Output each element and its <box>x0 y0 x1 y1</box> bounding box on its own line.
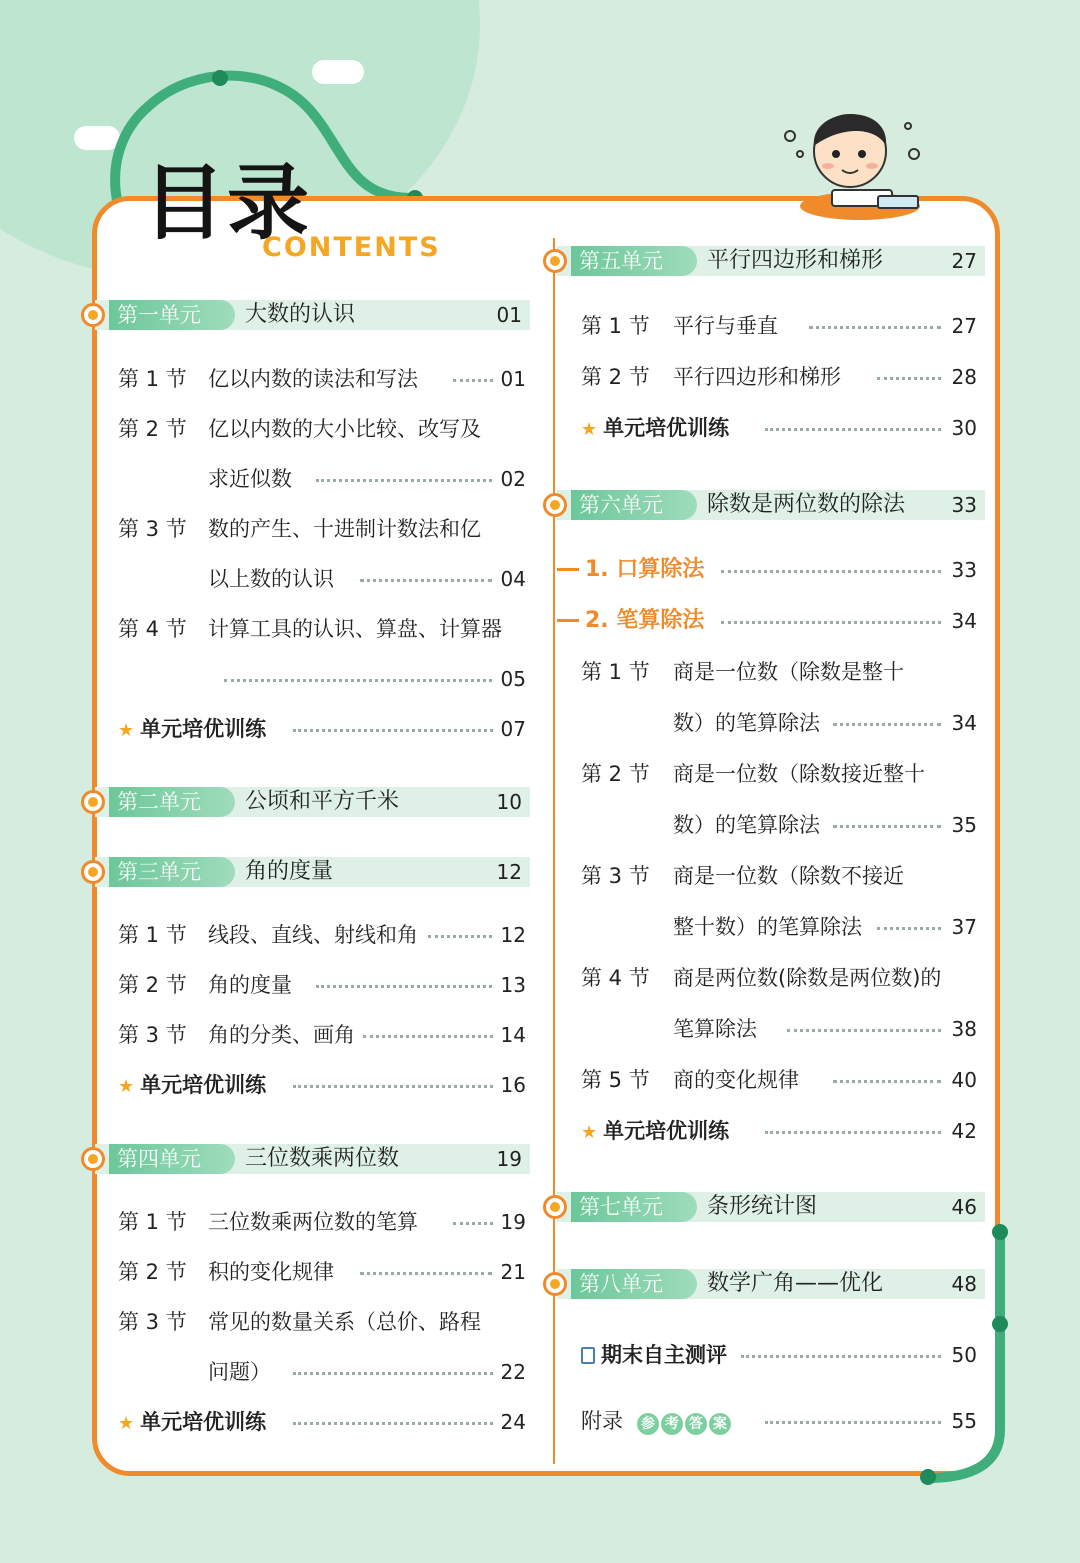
unit-header[interactable] <box>557 1269 985 1299</box>
toc-entry[interactable] <box>118 1070 526 1100</box>
unit-page: 46 <box>951 1195 977 1219</box>
unit-label: 第三单元 <box>109 857 235 887</box>
answer-char-badge: 考 <box>661 1413 683 1435</box>
page-title: 目录 <box>143 156 312 251</box>
leader-dots <box>316 985 492 988</box>
leader-dots <box>765 1421 941 1424</box>
bullet-icon <box>81 790 105 814</box>
unit-label: 第二单元 <box>109 787 235 817</box>
toc-entry[interactable] <box>581 861 977 891</box>
section-title: 角的分类、画角 <box>208 1023 355 1047</box>
section-number: 第 5 节 <box>581 1068 650 1092</box>
leader-dots <box>833 723 941 726</box>
answer-char-badge: 案 <box>709 1413 731 1435</box>
bullet-icon <box>543 249 567 273</box>
unit-title: 除数是两位数的除法 <box>707 492 906 517</box>
bullet-line-icon <box>557 619 579 622</box>
toc-entry[interactable] <box>581 606 977 636</box>
section-title: 数）的笔算除法 <box>673 813 820 837</box>
star-icon: ★ <box>581 419 598 440</box>
leader-dots <box>765 1131 941 1134</box>
section-number: 第 1 节 <box>581 660 650 684</box>
section-title: 商是一位数（除数不接近 <box>673 864 904 888</box>
unit-page: 48 <box>951 1272 977 1296</box>
unit-page: 27 <box>951 249 977 273</box>
toc-entry[interactable] <box>581 912 977 942</box>
answer-char-badge: 参 <box>637 1413 659 1435</box>
section-title: 商是一位数（除数是整十 <box>673 660 904 684</box>
unit-label: 第五单元 <box>571 246 697 276</box>
unit-header[interactable] <box>95 1144 530 1174</box>
unit-label: 第四单元 <box>109 1144 235 1174</box>
page-number: 38 <box>951 1017 977 1041</box>
leader-dots <box>809 326 941 329</box>
page-number: 42 <box>951 1119 977 1143</box>
toc-entry[interactable] <box>118 714 526 744</box>
section-title: 数）的笔算除法 <box>673 711 820 735</box>
section-title: 商的变化规律 <box>673 1068 799 1092</box>
section-number: 第 3 节 <box>118 1310 187 1334</box>
unit-title: 角的度量 <box>245 859 334 884</box>
section-title: 期末自主测评 <box>581 1340 727 1370</box>
page-number: 28 <box>951 365 977 389</box>
section-number: 第 2 节 <box>118 973 187 997</box>
page-number: 04 <box>500 567 526 591</box>
bullet-icon <box>543 1272 567 1296</box>
page-number: 16 <box>500 1073 526 1097</box>
page-number: 40 <box>951 1068 977 1092</box>
leader-dots <box>833 825 941 828</box>
toc-entry[interactable] <box>118 970 526 1000</box>
unit-title: 三位数乘两位数 <box>245 1146 400 1171</box>
section-title: 平行四边形和梯形 <box>673 365 841 389</box>
page-number: 01 <box>500 367 526 391</box>
page-number: 34 <box>951 609 977 633</box>
leader-dots <box>363 1035 493 1038</box>
page-number: 05 <box>500 667 526 691</box>
leader-dots <box>721 570 941 573</box>
leader-dots <box>428 935 492 938</box>
leader-dots <box>453 379 493 382</box>
leader-dots <box>765 428 941 431</box>
unit-title: 大数的认识 <box>245 302 356 327</box>
section-number: 第 4 节 <box>581 966 650 990</box>
section-number: 第 3 节 <box>118 517 187 541</box>
unit-page: 10 <box>496 790 522 814</box>
section-number: 第 1 节 <box>118 1210 187 1234</box>
section-title: ★ 单元培优训练 <box>118 1410 267 1434</box>
unit-label: 第六单元 <box>571 490 697 520</box>
leader-dots <box>293 729 493 732</box>
bullet-icon <box>543 493 567 517</box>
section-title: ★ 单元培优训练 <box>118 717 267 741</box>
unit-label: 第一单元 <box>109 300 235 330</box>
section-title: ★ 单元培优训练 <box>581 416 730 440</box>
section-title: 线段、直线、射线和角 <box>208 923 418 947</box>
leader-dots <box>741 1355 941 1358</box>
toc-entry[interactable] <box>581 759 977 789</box>
page-number: 02 <box>500 467 526 491</box>
toc-entry[interactable] <box>118 1207 526 1237</box>
toc-entry[interactable] <box>581 362 977 392</box>
section-title: 亿以内数的读法和写法 <box>208 367 418 391</box>
unit-label: 第七单元 <box>571 1192 697 1222</box>
section-number: 第 3 节 <box>581 864 650 888</box>
unit-title: 数学广角——优化 <box>707 1271 884 1296</box>
toc-entry[interactable] <box>118 664 526 694</box>
leader-dots <box>360 1272 492 1275</box>
bullet-icon <box>81 1147 105 1171</box>
boy-reading-icon <box>780 96 940 226</box>
page-number: 55 <box>951 1409 977 1433</box>
bullet-icon <box>81 860 105 884</box>
leader-dots <box>293 1372 493 1375</box>
page-number: 34 <box>951 711 977 735</box>
toc-entry[interactable] <box>118 414 526 444</box>
section-title: 积的变化规律 <box>208 1260 334 1284</box>
section-title: 求近似数 <box>208 467 292 491</box>
toc-entry[interactable] <box>581 708 977 738</box>
answer-badges <box>637 1409 733 1433</box>
section-title: 1. 口算除法 <box>585 557 705 582</box>
toc-entry[interactable] <box>118 920 526 950</box>
section-number: 第 3 节 <box>118 1023 187 1047</box>
leader-dots <box>293 1085 493 1088</box>
toc-entry[interactable] <box>581 1340 977 1370</box>
section-title: 问题） <box>208 1360 271 1384</box>
toc-entry[interactable] <box>581 1065 977 1095</box>
section-title: 商是两位数(除数是两位数)的 <box>673 966 942 990</box>
unit-label: 第八单元 <box>571 1269 697 1299</box>
unit-page: 19 <box>496 1147 522 1171</box>
toc-entry[interactable] <box>581 555 977 585</box>
toc-entry[interactable] <box>118 1357 526 1387</box>
toc-entry[interactable] <box>581 413 977 443</box>
page-number: 24 <box>500 1410 526 1434</box>
section-title: 数的产生、十进制计数法和亿 <box>208 517 481 541</box>
unit-title: 条形统计图 <box>707 1194 818 1219</box>
unit-page: 12 <box>496 860 522 884</box>
section-title: 亿以内数的大小比较、改写及 <box>208 417 481 441</box>
bullet-icon <box>81 303 105 327</box>
leader-dots <box>721 621 941 624</box>
leader-dots <box>877 927 941 930</box>
leader-dots <box>877 377 941 380</box>
leader-dots <box>316 479 492 482</box>
section-number: 附录 <box>581 1409 623 1433</box>
toc-entry[interactable] <box>118 464 526 494</box>
section-title: 以上数的认识 <box>208 567 334 591</box>
unit-header[interactable] <box>95 857 530 887</box>
toc-entry[interactable] <box>581 1406 977 1436</box>
section-title: 角的度量 <box>208 973 292 997</box>
section-title: 2. 笔算除法 <box>585 608 705 633</box>
answer-char-badge: 答 <box>685 1413 707 1435</box>
page-number: 22 <box>500 1360 526 1384</box>
unit-header[interactable] <box>557 246 985 276</box>
unit-page: 33 <box>951 493 977 517</box>
section-title: 平行与垂直 <box>673 314 778 338</box>
page-number: 37 <box>951 915 977 939</box>
toc-entry[interactable] <box>581 810 977 840</box>
star-icon: ★ <box>118 720 135 741</box>
toc-entry[interactable] <box>118 564 526 594</box>
page-number: 35 <box>951 813 977 837</box>
leader-dots <box>833 1080 941 1083</box>
page-subtitle: CONTENTS <box>262 232 441 263</box>
toc-entry[interactable] <box>118 364 526 394</box>
section-title: 笔算除法 <box>673 1017 757 1041</box>
section-number: 第 1 节 <box>118 367 187 391</box>
page-number: 19 <box>500 1210 526 1234</box>
unit-header[interactable] <box>557 490 985 520</box>
toc-entry[interactable] <box>118 1307 526 1337</box>
section-number: 第 1 节 <box>118 923 187 947</box>
bullet-line-icon <box>557 568 579 571</box>
unit-header[interactable] <box>95 787 530 817</box>
leader-dots <box>293 1422 493 1425</box>
section-title: 常见的数量关系（总价、路程 <box>208 1310 481 1334</box>
test-paper-icon <box>581 1347 595 1364</box>
unit-page: 01 <box>496 303 522 327</box>
page-number: 07 <box>500 717 526 741</box>
toc-entry[interactable] <box>118 514 526 544</box>
leader-dots <box>787 1029 941 1032</box>
leader-dots <box>224 679 492 682</box>
star-icon: ★ <box>581 1122 598 1143</box>
page-number: 14 <box>500 1023 526 1047</box>
section-number: 第 2 节 <box>118 1260 187 1284</box>
page-number: 21 <box>500 1260 526 1284</box>
section-title: ★ 单元培优训练 <box>581 1119 730 1143</box>
section-number: 第 1 节 <box>581 314 650 338</box>
toc-entry[interactable] <box>118 614 526 644</box>
section-title: 商是一位数（除数接近整十 <box>673 762 925 786</box>
section-number: 第 4 节 <box>118 617 187 641</box>
page-number: 13 <box>500 973 526 997</box>
unit-title: 公顷和平方千米 <box>245 789 400 814</box>
star-icon: ★ <box>118 1076 135 1097</box>
section-number: 第 2 节 <box>118 417 187 441</box>
toc-entry[interactable] <box>581 657 977 687</box>
page-number: 30 <box>951 416 977 440</box>
section-number: 第 2 节 <box>581 365 650 389</box>
page-number: 12 <box>500 923 526 947</box>
section-number: 第 2 节 <box>581 762 650 786</box>
page-number: 27 <box>951 314 977 338</box>
toc-entry[interactable] <box>581 1014 977 1044</box>
page-number: 33 <box>951 558 977 582</box>
toc-entry[interactable] <box>118 1407 526 1437</box>
unit-title: 平行四边形和梯形 <box>707 248 884 273</box>
unit-header[interactable] <box>95 300 530 330</box>
section-title: 三位数乘两位数的笔算 <box>208 1210 418 1234</box>
leader-dots <box>360 579 492 582</box>
unit-header[interactable] <box>557 1192 985 1222</box>
toc-entry[interactable] <box>118 1020 526 1050</box>
toc-entry[interactable] <box>581 963 977 993</box>
section-title: 计算工具的认识、算盘、计算器 <box>208 617 502 641</box>
star-icon: ★ <box>118 1413 135 1434</box>
toc-entry[interactable] <box>118 1257 526 1287</box>
bullet-icon <box>543 1195 567 1219</box>
leader-dots <box>453 1222 493 1225</box>
section-title: ★ 单元培优训练 <box>118 1073 267 1097</box>
toc-entry[interactable] <box>581 311 977 341</box>
page-number: 50 <box>951 1343 977 1367</box>
section-title: 整十数）的笔算除法 <box>673 915 862 939</box>
toc-entry[interactable] <box>581 1116 977 1146</box>
answer-badge <box>637 1406 733 1436</box>
